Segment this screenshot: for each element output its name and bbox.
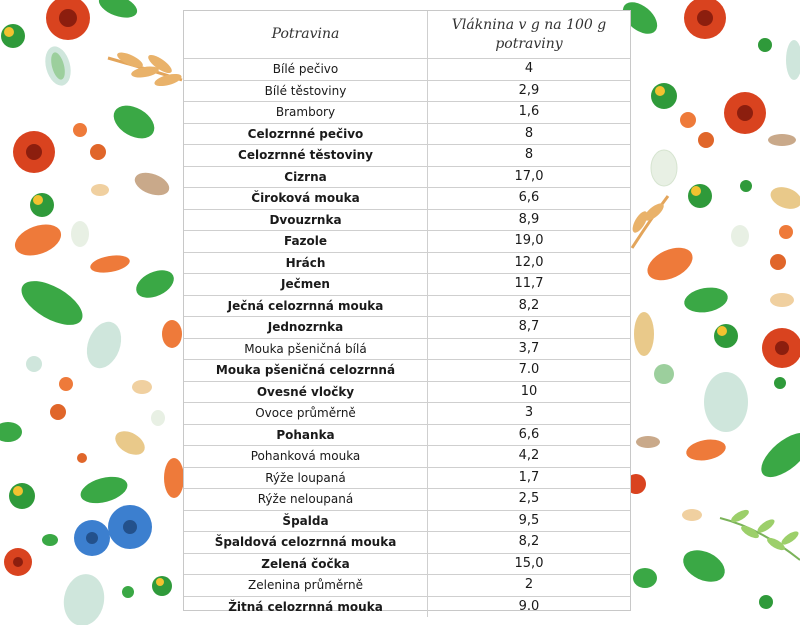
table-row	[184, 295, 630, 317]
lentil-icon	[122, 586, 134, 598]
food-name-cell: Celozrnné těstoviny	[184, 145, 428, 167]
tomato-icon	[684, 0, 726, 39]
lentil-icon	[50, 404, 66, 420]
leaf-icon	[678, 544, 730, 588]
bean-icon	[786, 40, 800, 80]
bean-icon	[91, 184, 109, 196]
bean-icon	[651, 150, 677, 186]
food-name-cell: Bílé těstoviny	[184, 80, 428, 102]
fiber-value-cell: 7.0	[428, 360, 631, 382]
leaf-icon	[96, 0, 140, 22]
food-name-cell: Špaldová celozrnná mouka	[184, 532, 428, 554]
table-row	[184, 59, 630, 81]
lentil-icon	[73, 123, 87, 137]
lentil-icon	[779, 225, 793, 239]
table-row	[184, 166, 630, 188]
food-name-cell: Ovesné vločky	[184, 381, 428, 403]
food-name-cell: Mouka pšeničná celozrnná	[184, 360, 428, 382]
tomato-icon	[4, 548, 32, 576]
fiber-value-cell: 10	[428, 381, 631, 403]
fiber-value-cell: 19,0	[428, 231, 631, 253]
lentil-icon	[740, 180, 752, 192]
food-name-cell: Čiroková mouka	[184, 188, 428, 210]
table-row	[184, 123, 630, 145]
food-name-cell: Brambory	[184, 102, 428, 124]
fiber-value-cell: 1,6	[428, 102, 631, 124]
fiber-value-cell: 8,2	[428, 295, 631, 317]
tomato-icon	[13, 131, 55, 173]
fiber-value-cell: 8,2	[428, 532, 631, 554]
food-name-cell: Pohanková mouka	[184, 446, 428, 468]
food-name-cell: Rýže neloupaná	[184, 489, 428, 511]
lentil-icon	[26, 356, 42, 372]
fiber-value-cell: 3	[428, 403, 631, 425]
pea-icon	[152, 576, 172, 596]
bean-icon	[81, 317, 127, 373]
fiber-value-cell: 6,6	[428, 424, 631, 446]
tomato-icon	[46, 0, 90, 40]
fiber-value-cell: 2	[428, 575, 631, 597]
table-row	[184, 489, 630, 511]
bean-icon	[71, 221, 89, 247]
almond-icon	[634, 312, 654, 356]
table-row	[184, 188, 630, 210]
pea-icon	[714, 324, 738, 348]
almond-icon	[111, 426, 149, 459]
table-row	[184, 467, 630, 489]
bean-icon	[151, 410, 165, 426]
almond-icon	[132, 168, 173, 199]
leaf-icon	[42, 534, 58, 546]
lentil-icon	[759, 595, 773, 609]
table-header-row	[184, 11, 630, 59]
bean-icon	[41, 44, 75, 89]
food-name-cell: Mouka pšeničná bílá	[184, 338, 428, 360]
food-name-cell: Bílé pečivo	[184, 59, 428, 81]
fiber-table-container	[183, 10, 631, 614]
almond-icon	[768, 183, 800, 213]
leaf-icon	[633, 568, 657, 588]
table-row	[184, 145, 630, 167]
tomato-icon	[724, 92, 766, 134]
food-name-cell: Ječná celozrnná mouka	[184, 295, 428, 317]
fiber-content-table	[184, 11, 630, 617]
table-row	[184, 446, 630, 468]
food-name-cell: Ječmen	[184, 274, 428, 296]
table-row	[184, 403, 630, 425]
pea-icon	[1, 24, 25, 48]
food-name-cell: Fazole	[184, 231, 428, 253]
wheat-icon	[630, 196, 668, 248]
lentil-icon	[698, 132, 714, 148]
carrot-slice-icon	[164, 458, 184, 498]
carrot-slice-icon	[162, 320, 182, 348]
blueberry-icon	[108, 505, 152, 549]
table-row	[184, 252, 630, 274]
fiber-value-cell: 12,0	[428, 252, 631, 274]
carrot-slice-icon	[642, 241, 697, 287]
fiber-value-cell: 3,7	[428, 338, 631, 360]
table-row	[184, 532, 630, 554]
lentil-icon	[774, 377, 786, 389]
carrot-slice-icon	[685, 437, 728, 464]
table-row	[184, 381, 630, 403]
food-name-cell: Ovoce průměrně	[184, 403, 428, 425]
leaf-icon	[78, 472, 131, 508]
fiber-value-cell: 15,0	[428, 553, 631, 575]
leaf-icon	[15, 272, 90, 334]
pea-icon	[651, 83, 677, 109]
fiber-value-cell: 17,0	[428, 166, 631, 188]
leaf-icon	[108, 99, 160, 145]
fiber-value-cell: 4,2	[428, 446, 631, 468]
table-row	[184, 80, 630, 102]
fiber-value-cell: 8	[428, 123, 631, 145]
food-name-cell: Jednozrnka	[184, 317, 428, 339]
lentil-icon	[77, 453, 87, 463]
leaf-icon	[89, 253, 131, 276]
lentil-icon	[770, 254, 786, 270]
wheat-icon	[108, 50, 183, 89]
carrot-slice-icon	[11, 219, 66, 262]
tomato-icon	[762, 328, 800, 368]
header-food: Potravina	[184, 11, 428, 59]
food-name-cell: Špalda	[184, 510, 428, 532]
bean-icon	[60, 571, 108, 625]
leaf-icon	[754, 425, 800, 485]
header-fiber: Vláknina v g na 100 g potraviny	[428, 11, 631, 59]
leaf-icon	[682, 284, 729, 315]
fiber-value-cell: 8,9	[428, 209, 631, 231]
food-name-cell: Žitná celozrnná mouka	[184, 596, 428, 617]
table-row	[184, 209, 630, 231]
fiber-value-cell: 9.0	[428, 596, 631, 617]
table-row	[184, 360, 630, 382]
pea-icon	[9, 483, 35, 509]
herb-sprig-icon	[720, 508, 800, 560]
table-row	[184, 231, 630, 253]
fiber-value-cell: 2,9	[428, 80, 631, 102]
fiber-value-cell: 4	[428, 59, 631, 81]
blueberry-icon	[74, 520, 110, 556]
fiber-value-cell: 9,5	[428, 510, 631, 532]
fiber-value-cell: 8	[428, 145, 631, 167]
food-name-cell: Rýže loupaná	[184, 467, 428, 489]
table-row	[184, 596, 630, 617]
table-row	[184, 424, 630, 446]
food-name-cell: Celozrnné pečivo	[184, 123, 428, 145]
lentil-icon	[90, 144, 106, 160]
fiber-value-cell: 6,6	[428, 188, 631, 210]
table-row	[184, 510, 630, 532]
lentil-icon	[680, 112, 696, 128]
almond-icon	[770, 293, 794, 307]
food-name-cell: Zelená čočka	[184, 553, 428, 575]
lentil-icon	[654, 364, 674, 384]
food-name-cell: Dvouzrnka	[184, 209, 428, 231]
table-row	[184, 553, 630, 575]
pea-icon	[688, 184, 712, 208]
table-row	[184, 575, 630, 597]
lentil-icon	[758, 38, 772, 52]
food-name-cell: Zelenina průměrně	[184, 575, 428, 597]
food-name-cell: Cizrna	[184, 166, 428, 188]
bean-icon	[731, 225, 749, 247]
bean-icon	[682, 509, 702, 521]
table-row	[184, 274, 630, 296]
fiber-value-cell: 1,7	[428, 467, 631, 489]
fiber-value-cell: 11,7	[428, 274, 631, 296]
fiber-value-cell: 2,5	[428, 489, 631, 511]
bean-icon	[704, 372, 748, 432]
almond-icon	[636, 436, 660, 448]
fiber-value-cell: 8,7	[428, 317, 631, 339]
leaf-icon	[0, 422, 22, 442]
almond-icon	[768, 134, 796, 146]
pea-icon	[30, 193, 54, 217]
table-row	[184, 338, 630, 360]
table-row	[184, 317, 630, 339]
food-name-cell: Hrách	[184, 252, 428, 274]
lentil-icon	[59, 377, 73, 391]
food-name-cell: Pohanka	[184, 424, 428, 446]
table-row	[184, 102, 630, 124]
almond-icon	[132, 380, 152, 394]
leaf-icon	[132, 265, 178, 304]
